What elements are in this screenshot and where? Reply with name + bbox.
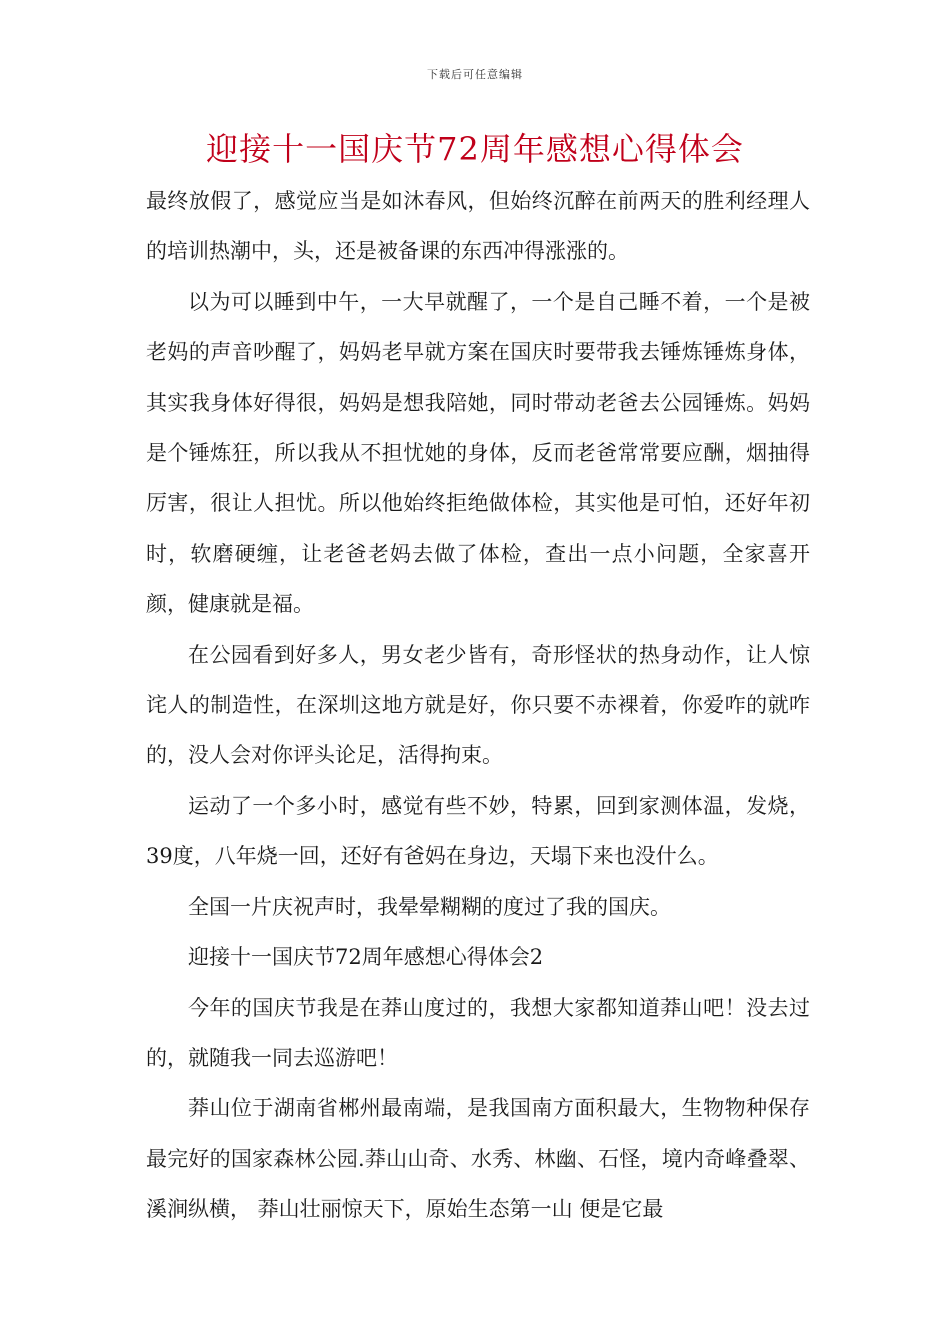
section-heading: 迎接十一国庆节72周年感想心得体会2 [188, 945, 544, 970]
paragraph: 运动了一个多小时，感觉有些不妙，特累，回到家测体温，发烧，39度，八年烧一回，还好有爸妈在身边，天塌下来也没什么。 [146, 793, 810, 869]
paragraph: 今年的国庆节我是在莽山度过的，我想大家都知道莽山吧！没去过的，就随我一同去巡游吧！ [146, 995, 810, 1070]
paragraph: 以为可以睡到中午，一大早就醒了，一个是自己睡不着，一个是被老妈的声音吵醒了，妈妈老早就方案在国庆时要带我去锤炼锤炼身体，其实我身体好得很，妈妈是想我陪她，同时带动老爸去公园锤炼。妈妈是个锤炼狂，所以我从不担忧她的身体，反而老爸常常要应酬，烟抽得厉害，很让人担忧。所以他始终拒绝做体检，其实他是可怕，还好年初时，软磨硬缠，让老爸老妈去做了体检，查出一点小问题，全家喜开颜，健康就是福。 [146, 289, 810, 617]
paragraph: 最终放假了，感觉应当是如沐春风，但始终沉醉在前两天的胜利经理人的培训热潮中，头，还是被备课的东西冲得涨涨的。 [146, 189, 810, 264]
paragraph: 莽山位于湖南省郴州最南端，是我国南方面积最大，生物物种保存最完好的国家森林公园.莽山山奇、水秀、林幽、石怪，境内奇峰叠翠、溪涧纵横， 莽山壮丽惊天下，原始生态第一山 便是它最 [146, 1096, 810, 1222]
header-note: 下载后可任意编辑 [427, 68, 523, 81]
paragraph: 在公园看到好多人，男女老少皆有，奇形怪状的热身动作，让人惊诧人的制造性，在深圳这地方就是好，你只要不赤裸着，你爱咋的就咋的，没人会对你评头论足，活得拘束。 [146, 642, 810, 768]
paragraph: 全国一片庆祝声时，我晕晕糊糊的度过了我的国庆。 [188, 894, 671, 919]
document-body [146, 176, 810, 1235]
document-title: 迎接十一国庆节72周年感想心得体会 [206, 130, 744, 168]
